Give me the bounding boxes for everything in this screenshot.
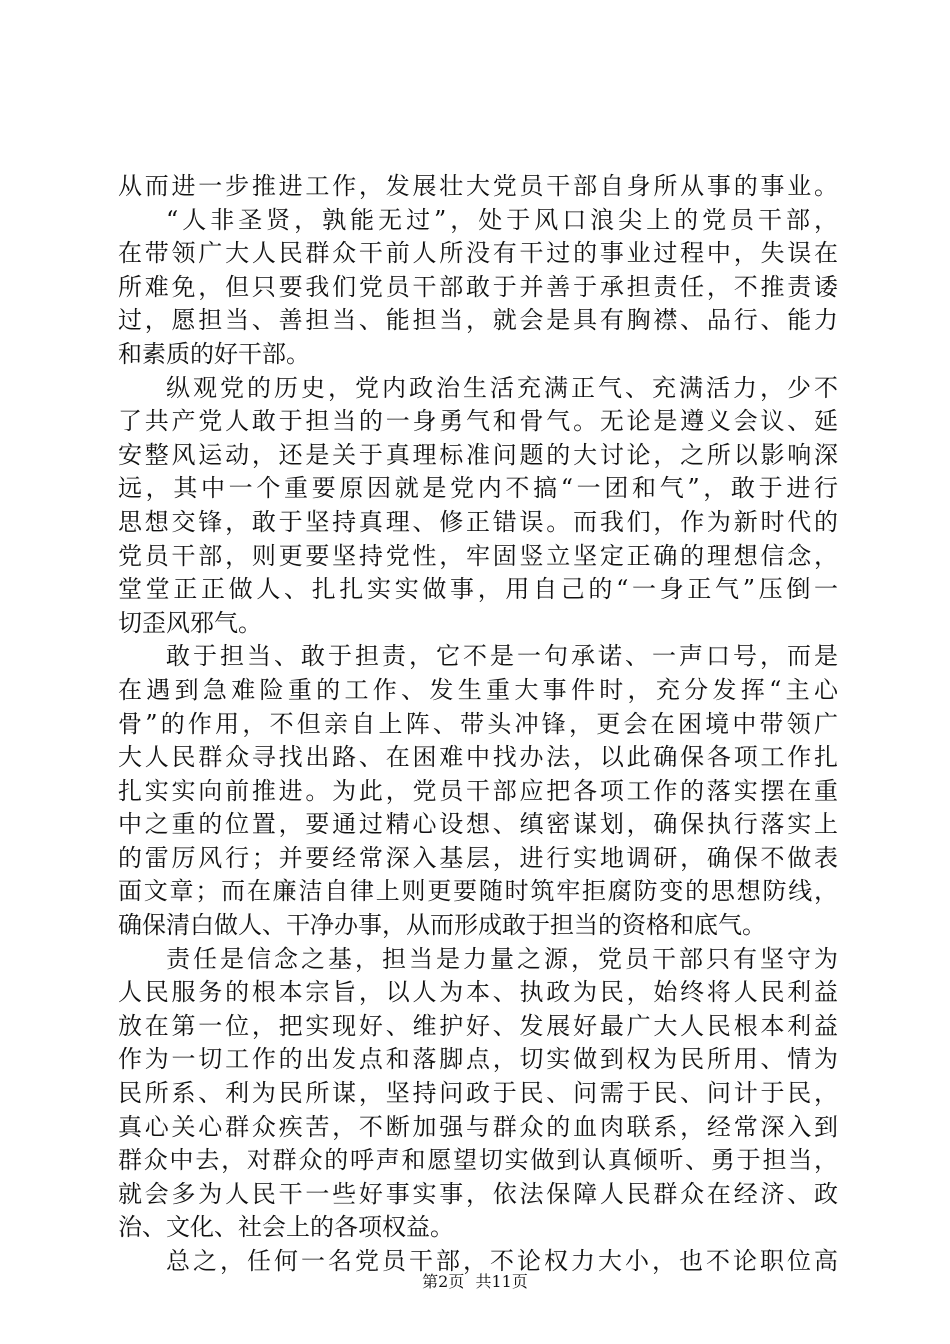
paragraph	[118, 204, 838, 372]
text-line: 扎实实向前推进。为此，党员干部应把各项工作的落实摆在重	[118, 776, 838, 805]
paragraph	[118, 170, 838, 204]
body-text	[118, 170, 838, 1279]
text-line: 所难免，但只要我们党员干部敢于并善于承担责任，不推责诿	[118, 272, 838, 301]
text-line: 放在第一位，把实现好、维护好、发展好最广大人民根本利益	[118, 1011, 838, 1040]
text-line: 确保清白做人、干净办事，从而形成敢于担当的资格和底气。	[118, 911, 766, 940]
text-line: 堂堂正正做人、扎扎实实做事，用自己的“一身正气”压倒一	[118, 575, 838, 604]
text-line: “人非圣贤，孰能无过”，处于风口浪尖上的党员干部，	[166, 205, 838, 234]
text-line: 就会多为人民干一些好事实事，依法保障人民群众在经济、政	[118, 1179, 838, 1208]
text-line: 了共产党人敢于担当的一身勇气和骨气。无论是遵义会议、延	[118, 407, 838, 436]
text-line: 安整风运动，还是关于真理标准问题的大讨论，之所以影响深	[118, 440, 838, 469]
text-line: 和素质的好干部。	[118, 339, 310, 368]
text-line: 作为一切工作的出发点和落脚点，切实做到权为民所用、情为	[118, 1045, 838, 1074]
text-line: 人民服务的根本宗旨，以人为本、执政为民，始终将人民利益	[118, 978, 838, 1007]
text-line: 总之，任何一名党员干部，不论权力大小，也不论职位高	[166, 1247, 838, 1275]
paragraph	[118, 943, 838, 1245]
text-line: 真心关心群众疾苦，不断加强与群众的血肉联系，经常深入到	[118, 1112, 838, 1141]
text-line: 中之重的位置，要通过精心设想、缜密谋划，确保执行落实上	[118, 810, 838, 839]
text-line: 骨”的作用，不但亲自上阵、带头冲锋，更会在困境中带领广	[118, 709, 838, 738]
text-line: 民所系、利为民所谋，坚持问政于民、问需于民、问计于民，	[118, 1079, 838, 1108]
paragraph	[118, 640, 838, 942]
page-footer	[0, 1272, 950, 1292]
text-line: 治、文化、社会上的各项权益。	[118, 1213, 454, 1242]
text-line: 敢于担当、敢于担责，它不是一句承诺、一声口号，而是	[166, 642, 838, 671]
text-line: 在带领广大人民群众干前人所没有干过的事业过程中，失误在	[118, 239, 838, 268]
text-line: 在遇到急难险重的工作、发生重大事件时，充分发挥“主心	[118, 675, 838, 704]
text-line: 党员干部，则更要坚持党性，牢固竖立坚定正确的理想信念，	[118, 541, 838, 570]
text-line: 纵观党的历史，党内政治生活充满正气、充满活力，少不	[166, 373, 838, 402]
text-line: 过，愿担当、善担当、能担当，就会是具有胸襟、品行、能力	[118, 306, 838, 335]
text-line: 思想交锋，敢于坚持真理、修正错误。而我们，作为新时代的	[118, 507, 838, 536]
text-line: 远，其中一个重要原因就是党内不搞“一团和气”，敢于进行	[118, 474, 838, 503]
text-line: 从而进一步推进工作，发展壮大党员干部自身所从事的事业。	[118, 172, 838, 200]
page-total: 共11页	[475, 1272, 528, 1291]
text-line: 大人民群众寻找出路、在困难中找办法，以此确保各项工作扎	[118, 743, 838, 772]
text-line: 的雷厉风行；并要经常深入基层，进行实地调研，确保不做表	[118, 843, 838, 872]
text-line: 责任是信念之基，担当是力量之源，党员干部只有坚守为	[166, 944, 838, 973]
paragraph	[118, 372, 838, 641]
page-number: 第2页	[422, 1272, 465, 1291]
text-line: 群众中去，对群众的呼声和愿望切实做到认真倾听、勇于担当，	[118, 1146, 838, 1175]
text-line: 切歪风邪气。	[118, 608, 262, 637]
text-line: 面文章；而在廉洁自律上则更要随时筑牢拒腐防变的思想防线，	[118, 877, 838, 906]
